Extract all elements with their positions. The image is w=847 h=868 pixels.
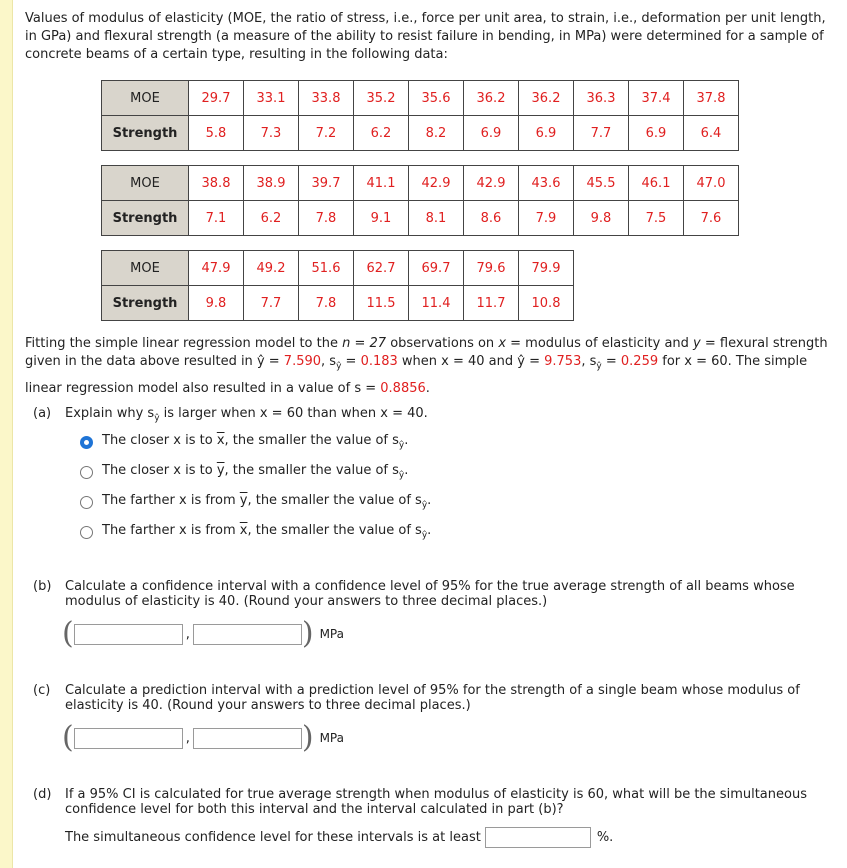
part-b xyxy=(25,579,840,652)
bar-var: $\overline{x}$ xyxy=(216,433,225,449)
fit-text: for x = 60. The simple xyxy=(658,354,808,369)
part-c-label: (c) xyxy=(33,683,51,699)
table-row-strength xyxy=(102,116,739,151)
yhat-60-value: 9.753 xyxy=(544,354,582,369)
moe-cell: 49.2 xyxy=(244,251,299,286)
option-1-label: The closer x is to $\overline{x}$, the smaller the value of $s_ŷ$. xyxy=(102,433,409,451)
data-table-3 xyxy=(101,250,574,321)
part-a-label: (a) xyxy=(33,405,52,421)
strength-cell: 8.2 xyxy=(409,116,464,151)
open-paren: ( xyxy=(62,720,74,756)
moe-header: MOE xyxy=(102,251,189,286)
moe-cell: 45.5 xyxy=(574,166,629,201)
bar-var: $\overline{y}$ xyxy=(239,493,248,509)
yhat-40-value: 7.590 xyxy=(283,354,322,369)
strength-header: Strength xyxy=(102,116,189,151)
part-c-text: Calculate a prediction interval with a prediction level of 95% for the strength of a single beam whose modulus of elasticity is 40. (Round your answers to three decimal places.) xyxy=(65,683,800,714)
strength-cell: 6.9 xyxy=(464,116,519,151)
sy-40-value: 0.183 xyxy=(360,354,398,369)
option-text: The closer x is to xyxy=(102,463,217,479)
yhat-symbol: ŷ = xyxy=(256,354,284,369)
option-4[interactable] xyxy=(80,517,840,547)
part-b-text: Calculate a confidence interval with a confidence level of 95% for the true average strength of all beams whose modulus of elasticity is 40. (Round your answers to three decimal places.) xyxy=(65,579,795,610)
strength-cell: 8.1 xyxy=(409,201,464,236)
strength-cell: 7.8 xyxy=(299,286,354,321)
moe-header: MOE xyxy=(102,81,189,116)
moe-cell: 36.2 xyxy=(519,81,574,116)
table-row-moe xyxy=(102,166,739,201)
table-row-moe xyxy=(102,81,739,116)
part-a xyxy=(25,406,840,548)
strength-cell: 5.8 xyxy=(189,116,244,151)
option-text: The farther x is from xyxy=(102,523,240,539)
table-row-strength xyxy=(102,201,739,236)
pi-lower-input[interactable] xyxy=(74,728,183,749)
part-b-answer xyxy=(62,616,840,652)
moe-cell: 79.9 xyxy=(519,251,574,286)
moe-cell: 46.1 xyxy=(629,166,684,201)
moe-cell: 38.8 xyxy=(189,166,244,201)
strength-cell: 10.8 xyxy=(519,286,574,321)
fit-text: when x = 40 and ŷ = xyxy=(397,354,545,369)
part-d-text: If a 95% CI is calculated for true average strength when modulus of elasticity is 60, what will be the simultaneous confidence level for both this interval and the interval calculated in part (b)? xyxy=(65,787,807,818)
option-3-label: The farther x is from $\overline{y}$, the smaller the value of $s_ŷ$. xyxy=(102,493,432,511)
moe-cell: 33.1 xyxy=(244,81,299,116)
strength-cell: 6.9 xyxy=(519,116,574,151)
strength-cell: 7.1 xyxy=(189,201,244,236)
close-paren: ) xyxy=(301,720,314,756)
table-row-strength xyxy=(102,286,574,321)
strength-cell: 11.5 xyxy=(354,286,409,321)
moe-header: MOE xyxy=(102,166,189,201)
strength-cell: 7.7 xyxy=(574,116,629,151)
sy-60-value: 0.259 xyxy=(620,354,659,369)
unit-label: MPa xyxy=(319,731,344,746)
answer-prompt: The simultaneous confidence level for these intervals is at least xyxy=(65,830,481,846)
strength-cell: 6.9 xyxy=(629,116,684,151)
data-table-2 xyxy=(101,165,739,236)
part-c-answer xyxy=(62,720,840,756)
part-b-label: (b) xyxy=(33,579,52,595)
pi-upper-input[interactable] xyxy=(193,728,302,749)
part-d xyxy=(25,787,840,848)
strength-cell: 6.4 xyxy=(684,116,739,151)
part-c xyxy=(25,683,840,756)
moe-cell: 47.9 xyxy=(189,251,244,286)
fit-summary xyxy=(25,335,840,398)
strength-cell: 8.6 xyxy=(464,201,519,236)
option-text: , the smaller the value of s xyxy=(247,523,422,539)
fit-text: given in the data above resulted in xyxy=(25,354,257,369)
moe-cell: 43.6 xyxy=(519,166,574,201)
option-text: The farther x is from xyxy=(102,493,240,509)
fit-text: Fitting the simple linear regression model to the xyxy=(25,336,343,351)
part-c-question xyxy=(25,683,840,713)
moe-cell: 37.4 xyxy=(629,81,684,116)
sy-symbol: , s xyxy=(321,354,337,369)
table-row-moe xyxy=(102,251,574,286)
option-1[interactable] xyxy=(80,427,840,457)
strength-cell: 9.8 xyxy=(189,286,244,321)
part-a-text: Explain why $s_ŷ$ is larger when x = 60 than when x = 40. xyxy=(65,405,428,424)
moe-cell: 47.0 xyxy=(684,166,739,201)
close-paren: ) xyxy=(301,616,314,652)
moe-cell: 41.1 xyxy=(354,166,409,201)
comma: , xyxy=(185,730,190,746)
radio-button[interactable] xyxy=(80,466,93,479)
option-text: The closer x is to xyxy=(102,433,217,449)
strength-cell: 7.2 xyxy=(299,116,354,151)
simultaneous-level-input[interactable] xyxy=(485,827,591,848)
open-paren: ( xyxy=(62,616,74,652)
radio-button[interactable] xyxy=(80,496,93,509)
part-d-label: (d) xyxy=(33,787,52,803)
ci-lower-input[interactable] xyxy=(74,624,183,645)
moe-cell: 29.7 xyxy=(189,81,244,116)
option-2-label: The closer x is to $\overline{y}$, the smaller the value of $s_ŷ$. xyxy=(102,463,409,481)
strength-cell: 6.2 xyxy=(354,116,409,151)
fit-line-2: given in the data above resulted in ŷ = 7.590, $s_ŷ = 0.183$ when x = 40 and ŷ = 9.753, $s_ŷ = 0.259$ for x = 60. The simple xyxy=(25,354,808,372)
moe-cell: 35.6 xyxy=(409,81,464,116)
fit-text: linear regression model also resulted in a value of s = xyxy=(25,380,381,396)
percent-unit: %. xyxy=(596,830,614,846)
radio-button-selected[interactable] xyxy=(80,436,93,449)
fit-line-1 xyxy=(25,335,840,353)
unit-label: MPa xyxy=(319,627,344,642)
moe-cell: 36.3 xyxy=(574,81,629,116)
strength-cell: 7.5 xyxy=(629,201,684,236)
moe-cell: 39.7 xyxy=(299,166,354,201)
moe-cell: 42.9 xyxy=(464,166,519,201)
strength-cell: 9.8 xyxy=(574,201,629,236)
moe-cell: 69.7 xyxy=(409,251,464,286)
question-content xyxy=(25,10,840,848)
strength-cell: 7.3 xyxy=(244,116,299,151)
bar-var: $\overline{x}$ xyxy=(239,523,248,539)
part-b-question xyxy=(25,579,840,609)
moe-cell: 38.9 xyxy=(244,166,299,201)
option-3[interactable] xyxy=(80,487,840,517)
strength-cell: 11.7 xyxy=(464,286,519,321)
strength-header: Strength xyxy=(102,286,189,321)
fit-text: = flexural strength xyxy=(700,336,828,351)
n-value: n = 27 xyxy=(342,336,387,351)
strength-cell: 7.8 xyxy=(299,201,354,236)
part-d-answer xyxy=(65,827,840,848)
ci-upper-input[interactable] xyxy=(193,624,302,645)
data-table-1 xyxy=(101,80,739,151)
question-text: Explain why s xyxy=(65,405,155,421)
left-margin-bar xyxy=(0,0,13,868)
moe-cell: 42.9 xyxy=(409,166,464,201)
strength-cell: 7.7 xyxy=(244,286,299,321)
strength-header: Strength xyxy=(102,201,189,236)
part-a-question xyxy=(25,406,840,424)
fit-text: . xyxy=(425,380,430,396)
s-value: 0.8856 xyxy=(380,380,426,396)
moe-cell: 33.8 xyxy=(299,81,354,116)
moe-cell: 79.6 xyxy=(464,251,519,286)
moe-cell: 51.6 xyxy=(299,251,354,286)
question-text: is larger when x = 60 than when x = 40. xyxy=(159,405,428,421)
option-2[interactable] xyxy=(80,457,840,487)
option-text: , the smaller the value of s xyxy=(247,493,422,509)
strength-cell: 9.1 xyxy=(354,201,409,236)
comma: , xyxy=(185,626,190,642)
radio-button[interactable] xyxy=(80,526,93,539)
strength-cell: 7.6 xyxy=(684,201,739,236)
part-d-question xyxy=(25,787,840,817)
moe-cell: 37.8 xyxy=(684,81,739,116)
option-text: , the smaller the value of s xyxy=(224,463,399,479)
x-var: x xyxy=(498,336,507,351)
fit-text: = modulus of elasticity and xyxy=(506,336,694,351)
strength-cell: 7.9 xyxy=(519,201,574,236)
moe-cell: 36.2 xyxy=(464,81,519,116)
moe-cell: 62.7 xyxy=(354,251,409,286)
bar-var: $\overline{y}$ xyxy=(216,463,225,479)
strength-cell: 6.2 xyxy=(244,201,299,236)
moe-cell: 35.2 xyxy=(354,81,409,116)
option-text: , the smaller the value of s xyxy=(224,433,399,449)
fit-line-3 xyxy=(25,380,840,398)
intro-text: Values of modulus of elasticity (MOE, the ratio of stress, i.e., force per unit area, to strain, i.e., deformation per unit length, in GPa) and flexural strength (a measure of the ability to resist failure in bending, in MPa) were determined for a sample of concrete beams of a certain type, resulting in the following data: xyxy=(25,11,826,62)
option-4-label: The farther x is from $\overline{x}$, the smaller the value of $s_ŷ$. xyxy=(102,523,432,541)
fit-text: observations on xyxy=(386,336,499,351)
y-var: y xyxy=(693,336,701,351)
strength-cell: 11.4 xyxy=(409,286,464,321)
